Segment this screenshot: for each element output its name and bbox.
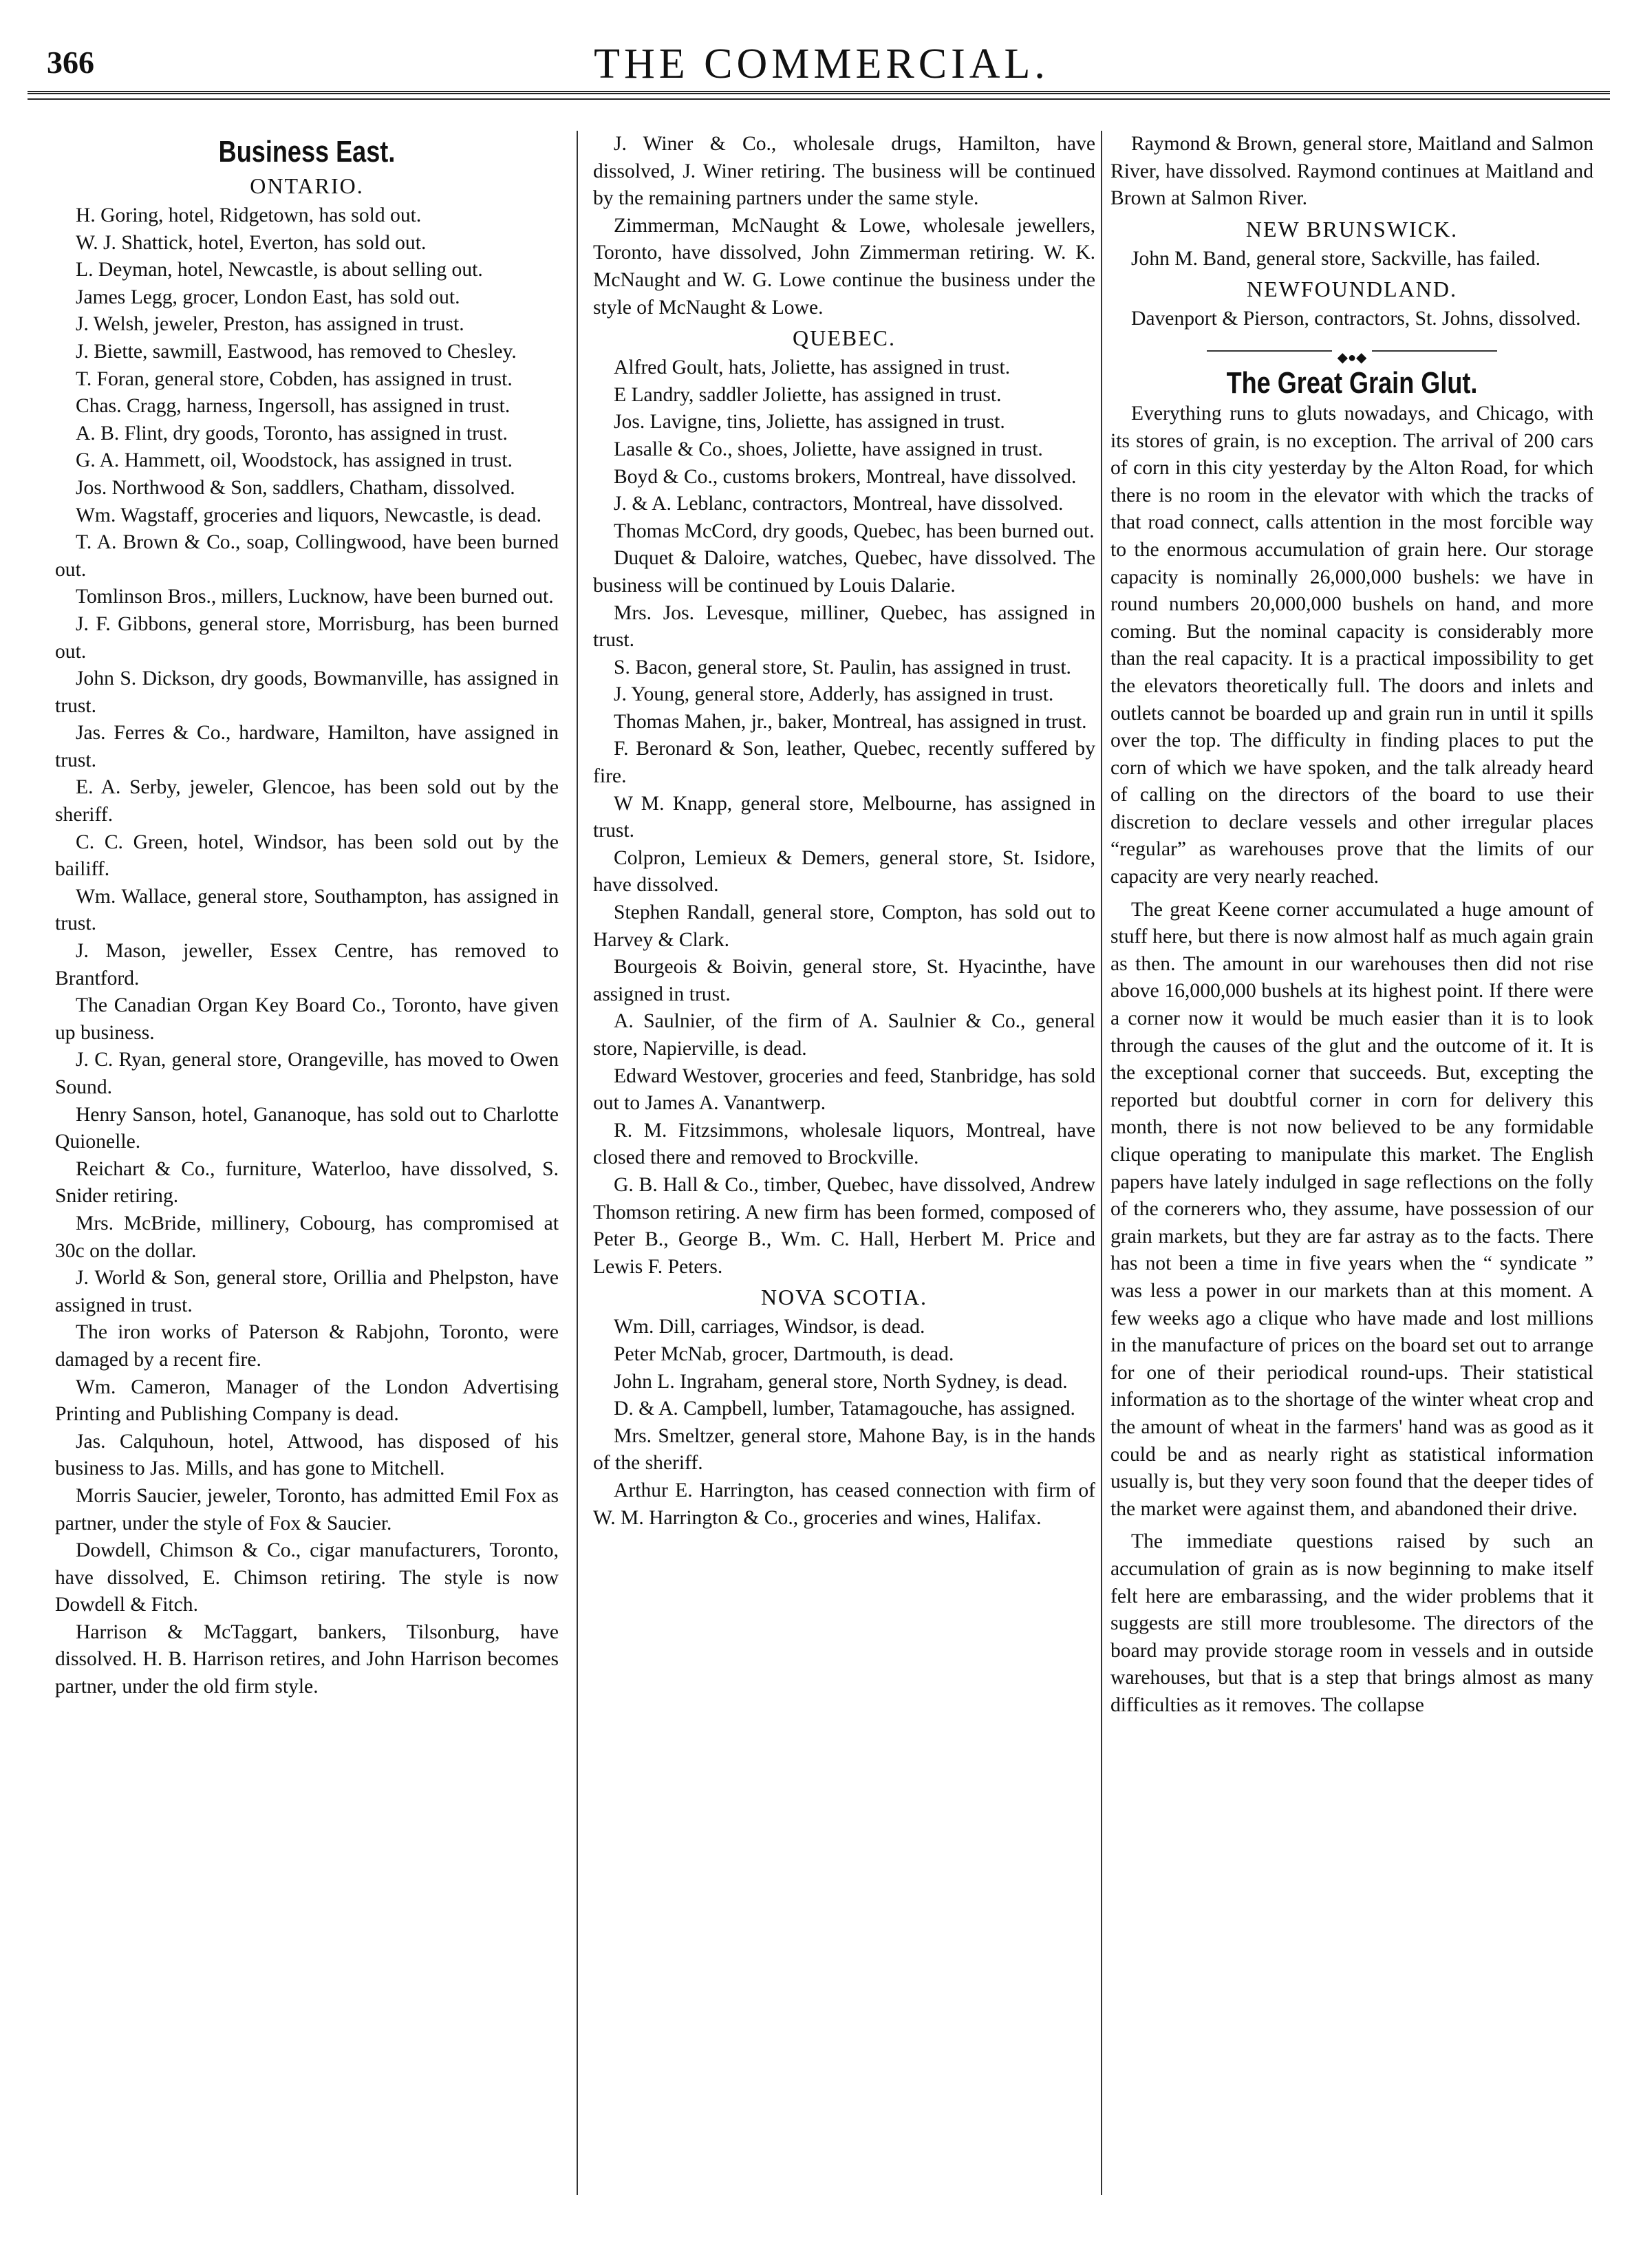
section-title-business-east: Business East. [218, 135, 396, 169]
article-paragraph: Everything runs to gluts nowadays, and Chicago, with its stores of grain, is no exception. The arrival of 200 cars of corn in this city yesterday by the Alton Road, for which there is no room in the elevator with which the tracks of that road connect, calls attention in the most forcible way to the enormous accumulation of grain here. Our storage capacity is nominally 26,000,000 bushels: we have in round numbers 20,000,000 bushels on hand, and more coming. But the nominal capacity is considerably more than the real capacity. It is a practical impossibility to get the elevators theoretically full. The doors and inlets and outlets cannot be boarded up and grain run in until it spills over the top. The difficulty in finding places to put the corn of which we have spoken, and the talk already heard of calling on the directors of the board to use their discretion to declare vessels and other irregular places “regular” as warehouses prove that the limits of our capacity are very nearly reached. [1110, 402, 1593, 888]
business-entry: The Canadian Organ Key Board Co., Toronto, have given up business. [55, 994, 559, 1044]
business-entry: D. & A. Campbell, lumber, Tatamagouche, has assigned. [614, 1398, 1075, 1420]
business-entry: J. Mason, jeweller, Essex Centre, has removed to Brantford. [55, 940, 559, 989]
business-entry: Colpron, Lemieux & Demers, general store, St. Isidore, have dissolved. [593, 846, 1095, 897]
business-entry: Bourgeois & Boivin, general store, St. Hyacinthe, have assigned in trust. [593, 956, 1095, 1005]
business-entry: H. Goring, hotel, Ridgetown, has sold out. [76, 204, 422, 226]
business-entry: Morris Saucier, jeweler, Toronto, has admitted Emil Fox as partner, under the style of Fox & Saucier. [55, 1484, 559, 1534]
business-entry: Thomas McCord, dry goods, Quebec, has been burned out. [614, 520, 1095, 542]
business-entry: John L. Ingraham, general store, North Sydney, is dead. [614, 1370, 1068, 1393]
business-entry: John S. Dickson, dry goods, Bowmanville, has assigned in trust. [55, 667, 559, 717]
business-entry: James Legg, grocer, London East, has sold out. [76, 286, 460, 308]
page-header [19, 40, 1624, 95]
ontario-list [55, 202, 559, 1701]
business-entry: W M. Knapp, general store, Melbourne, has assigned in trust. [593, 792, 1095, 842]
business-entry: Reichart & Co., furniture, Waterloo, have dissolved, S. Snider retiring. [55, 1157, 559, 1208]
business-entry: J. C. Ryan, general store, Orangeville, has moved to Owen Sound. [55, 1049, 559, 1098]
business-entry: Tomlinson Bros., millers, Lucknow, have been burned out. [76, 586, 554, 608]
business-entry: J. Young, general store, Adderly, has assigned in trust. [614, 683, 1054, 706]
business-entry: C. C. Green, hotel, Windsor, has been sold out by the bailiff. [55, 831, 559, 881]
province-heading-nova-scotia: NOVA SCOTIA. [760, 1285, 928, 1310]
business-entry: J. Biette, sawmill, Eastwood, has removed to Chesley. [76, 340, 517, 363]
business-entry: A. Saulnier, of the firm of A. Saulnier & Co., general store, Napierville, is dead. [593, 1010, 1095, 1060]
business-entry: The iron works of Paterson & Rabjohn, Toronto, were damaged by a recent fire. [55, 1321, 559, 1371]
province-heading-ontario: ONTARIO. [250, 173, 364, 198]
business-entry: Edward Westover, groceries and feed, Stanbridge, has sold out to James A. Vanantwerp. [593, 1065, 1095, 1115]
ontario-list-continued [593, 131, 1095, 321]
business-entry: Mrs. Smeltzer, general store, Mahone Bay, is in the hands of the sheriff. [593, 1424, 1095, 1475]
business-entry: Wm. Dill, carriages, Windsor, is dead. [614, 1316, 925, 1338]
ornamental-rule [1110, 343, 1593, 365]
business-entry: G. A. Hammett, oil, Woodstock, has assigned in trust. [76, 449, 513, 472]
province-heading-quebec: QUEBEC. [793, 325, 896, 351]
business-entry: Jos. Lavigne, tins, Joliette, has assigned in trust. [614, 411, 1005, 434]
page-number: 366 [47, 45, 94, 80]
business-entry: Alfred Goult, hats, Joliette, has assigned in trust. [614, 356, 1011, 379]
nova-scotia-list-continued [1110, 131, 1593, 213]
business-entry: Duquet & Daloire, watches, Quebec, have dissolved. The business will be continued by Louis Dalarie. [593, 547, 1095, 597]
business-entry: Henry Sanson, hotel, Gananoque, has sold out to Charlotte Quionelle. [55, 1103, 559, 1153]
column-2 [593, 131, 1095, 2250]
business-entry: Davenport & Pierson, contractors, St. Johns, dissolved. [1131, 308, 1581, 330]
new-brunswick-list [1110, 246, 1593, 273]
business-entry: Jas. Calquhoun, hotel, Attwood, has disposed of his business to Jas. Mills, and has gone to Mitchell. [55, 1430, 559, 1480]
business-entry: L. Deyman, hotel, Newcastle, is about selling out. [76, 259, 483, 281]
business-entry: Zimmerman, McNaught & Lowe, wholesale jewellers, Toronto, have dissolved, John Zimmerman retiring. W. K. McNaught and W. G. Lowe continue the business under the style of McNaught & Lowe. [593, 214, 1095, 319]
column-divider [1101, 131, 1102, 2195]
ornament-diamond-icon: ◆●◆ [1332, 350, 1373, 365]
business-entry: J. Winer & Co., wholesale drugs, Hamilton, have dissolved, J. Winer retiring. The business will be continued by the remaining partners under the same style. [593, 133, 1095, 210]
column-divider [577, 131, 578, 2195]
business-entry: Mrs. Jos. Levesque, milliner, Quebec, has assigned in trust. [593, 601, 1095, 652]
business-entry: J. Welsh, jeweler, Preston, has assigned in trust. [76, 313, 464, 336]
business-entry: Wm. Wagstaff, groceries and liquors, Newcastle, is dead. [76, 504, 541, 526]
business-entry: Peter McNab, grocer, Dartmouth, is dead. [614, 1342, 954, 1365]
business-entry: Mrs. McBride, millinery, Cobourg, has compromised at 30c on the dollar. [55, 1212, 559, 1262]
business-entry: J. World & Son, general store, Orillia and Phelpston, have assigned in trust. [55, 1267, 559, 1316]
business-entry: Jos. Northwood & Son, saddlers, Chatham, dissolved. [76, 476, 515, 499]
business-entry: T. Foran, general store, Cobden, has assigned in trust. [76, 367, 513, 390]
business-entry: Wm. Wallace, general store, Southampton, has assigned in trust. [55, 885, 559, 935]
business-entry: E. A. Serby, jeweler, Glencoe, has been sold out by the sheriff. [55, 776, 559, 826]
business-entry: S. Bacon, general store, St. Paulin, has assigned in trust. [614, 656, 1071, 678]
business-entry: J. & A. Leblanc, contractors, Montreal, have dissolved. [614, 493, 1064, 515]
article-title-grain-glut: The Great Grain Glut. [1226, 365, 1478, 400]
business-entry: W. J. Shattick, hotel, Everton, has sold out. [76, 231, 427, 254]
business-entry: T. A. Brown & Co., soap, Collingwood, have been burned out. [55, 531, 559, 581]
business-entry: Thomas Mahen, jr., baker, Montreal, has assigned in trust. [614, 710, 1087, 733]
article-body [1110, 400, 1593, 1720]
business-entry: Arthur E. Harrington, has ceased connection with firm of W. M. Harrington & Co., groceries and wines, Halifax. [593, 1479, 1095, 1529]
business-entry: Wm. Cameron, Manager of the London Advertising Printing and Publishing Company is dead. [55, 1376, 559, 1426]
quebec-list [593, 354, 1095, 1281]
masthead-title: THE COMMERCIAL. [594, 41, 1049, 87]
newfoundland-list [1110, 306, 1593, 333]
business-entry: F. Beronard & Son, leather, Quebec, recently suffered by fire. [593, 738, 1095, 788]
business-entry: Chas. Cragg, harness, Ingersoll, has assigned in trust. [76, 395, 511, 418]
article-paragraph: The great Keene corner accumulated a huge amount of stuff here, but there is now almost half as much again grain as then. The amount in our warehouses then did not rise above 16,000,000 bushels at its highest point. If there were a corner now it would be much easier than it is to look through the causes of the glut and the outcome of it. It is the exceptional corner that succeeds. But, excepting the reported but doubtful corner in corn for delivery this month, there is not now believed to be any formidable clique operating to manipulate this market. The English papers have lately indulged in sage reflections on the folly of the cornerers who, they assume, have possession of our grain markets, but they are far astray as to the facts. There has not been a time in five years when the “ syndicate ” was less a power in our markets than at this moment. A few weeks ago a clique who have made and lost millions in the manufacture of prices on the board set out to arrange for one of their periodical round-ups. Their statistical information as to the shortage of the winter wheat crop and the amount of wheat in the farmers' hand was as good as it could be and as nearly right as statistical information usually is, but they very soon found that the deeper tides of the market were against them, and abandoned their drive. [1110, 898, 1593, 1520]
business-entry: John M. Band, general store, Sackville, has failed. [1131, 247, 1541, 270]
nova-scotia-list [593, 1314, 1095, 1532]
business-entry: Harrison & McTaggart, bankers, Tilsonburg, have dissolved. H. B. Harrison retires, and John Harrison becomes partner, under the old firm style. [55, 1620, 559, 1698]
business-entry: Raymond & Brown, general store, Maitland and Salmon River, have dissolved. Raymond continues at Maitland and Brown at Salmon River. [1110, 133, 1593, 210]
business-entry: Boyd & Co., customs brokers, Montreal, have dissolved. [614, 465, 1077, 488]
business-entry: Dowdell, Chimson & Co., cigar manufacturers, Toronto, have dissolved, E. Chimson retiring. The style is now Dowdell & Fitch. [55, 1539, 559, 1616]
business-entry: Jas. Ferres & Co., hardware, Hamilton, have assigned in trust. [55, 722, 559, 771]
business-entry: Stephen Randall, general store, Compton, has sold out to Harvey & Clark. [593, 901, 1095, 951]
business-entry: Lasalle & Co., shoes, Joliette, have assigned in trust. [614, 438, 1043, 460]
province-heading-new-brunswick: NEW BRUNSWICK. [1245, 216, 1459, 242]
province-heading-newfoundland: NEWFOUNDLAND. [1247, 277, 1457, 302]
business-entry: E Landry, saddler Joliette, has assigned in trust. [614, 383, 1002, 406]
business-entry: G. B. Hall & Co., timber, Quebec, have dissolved, Andrew Thomson retiring. A new firm has been formed, composed of Peter B., George B., Wm. C. Hall, Herbert M. Price and Lewis F. Peters. [593, 1173, 1095, 1278]
column-1 [55, 131, 559, 2250]
business-entry: R. M. Fitzsimmons, wholesale liquors, Montreal, have closed there and removed to Brockville. [593, 1119, 1095, 1169]
business-entry: A. B. Flint, dry goods, Toronto, has assigned in trust. [76, 422, 508, 445]
column-3 [1110, 131, 1593, 2250]
business-entry: J. F. Gibbons, general store, Morrisburg, has been burned out. [55, 612, 559, 663]
article-paragraph: The immediate questions raised by such an accumulation of grain as is now beginning to make itself felt here are embarassing, and the wider problems that it suggests are still more troublesome. The directors of the board may provide storage room in vessels and in outside warehouses, but that is a step that brings almost as many difficulties as it removes. The collapse [1110, 1530, 1593, 1716]
header-rule [28, 91, 1610, 100]
